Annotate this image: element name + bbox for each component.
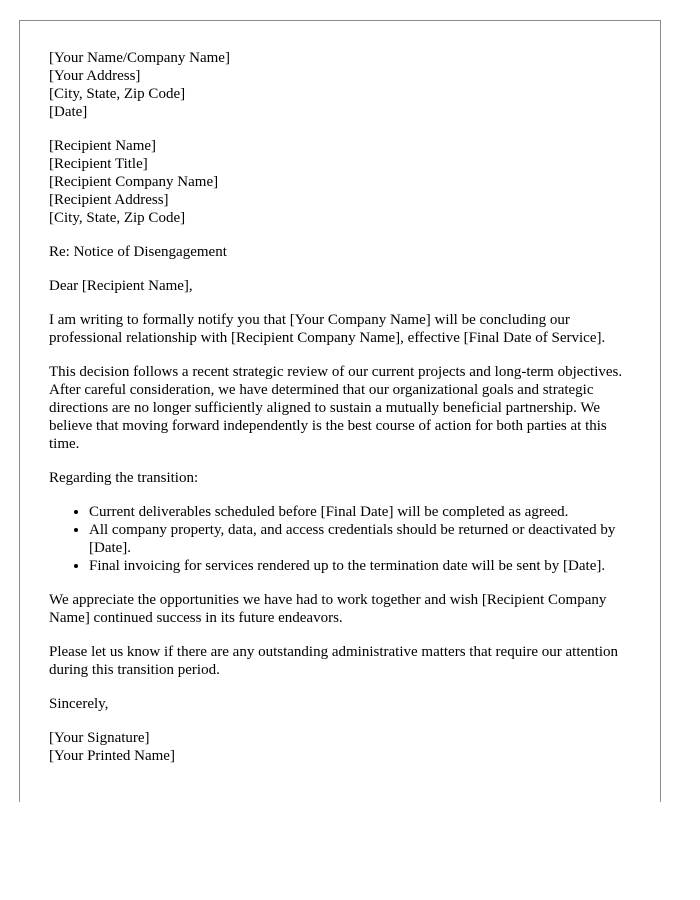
subject-line: Re: Notice of Disengagement: [49, 244, 227, 260]
recipient-address: [Recipient Address]: [49, 192, 169, 208]
salutation: Dear [Recipient Name],: [49, 278, 193, 294]
transition-item: • Current deliverables scheduled before [Final Date] will be completed as agreed.: [89, 503, 639, 521]
transition-intro: Regarding the transition:: [49, 470, 199, 486]
recipient-title: [Recipient Title]: [49, 156, 148, 172]
sender-address: [Your Address]: [49, 68, 141, 84]
recipient-company: [Recipient Company Name]: [49, 174, 219, 190]
transition-item: • All company property, data, and access credentials should be returned or deactivated by [Date].: [89, 521, 639, 557]
printed-name: [Your Printed Name]: [49, 748, 175, 764]
sender-block: [49, 49, 639, 121]
recipient-city-state-zip: [City, State, Zip Code]: [49, 210, 186, 226]
recipient-name: [Recipient Name]: [49, 138, 157, 154]
sender-date: [Date]: [49, 104, 88, 120]
letter-body: [49, 49, 639, 781]
recipient-block: [49, 137, 639, 227]
transition-list: [49, 503, 639, 575]
appreciation-paragraph: We appreciate the opportunities we have had to work together and wish [Recipient Company Name] continued success in its future endeavors.: [49, 592, 607, 626]
sender-name: [Your Name/Company Name]: [49, 50, 230, 66]
signature-block: [49, 729, 639, 765]
letter-page: [19, 20, 661, 802]
signature-line: [Your Signature]: [49, 730, 150, 746]
reason-paragraph: This decision follows a recent strategic review of our current projects and long-term objectives. After careful consideration, we have determined that our organizational goals and strategic directions are no longer sufficiently aligned to sustain a mutually beneficial partnership. We believe that moving forward independently is the best course of action for both parties at this time.: [49, 364, 623, 452]
sender-city-state-zip: [City, State, Zip Code]: [49, 86, 186, 102]
followup-paragraph: Please let us know if there are any outstanding administrative matters that require our attention during this transition period.: [49, 644, 618, 678]
transition-item: • Final invoicing for services rendered up to the termination date will be sent by [Date].: [89, 557, 639, 575]
intro-paragraph: I am writing to formally notify you that [Your Company Name] will be concluding our professional relationship with [Recipient Company Name], effective [Final Date of Service].: [49, 312, 606, 346]
valediction: Sincerely,: [49, 696, 109, 712]
